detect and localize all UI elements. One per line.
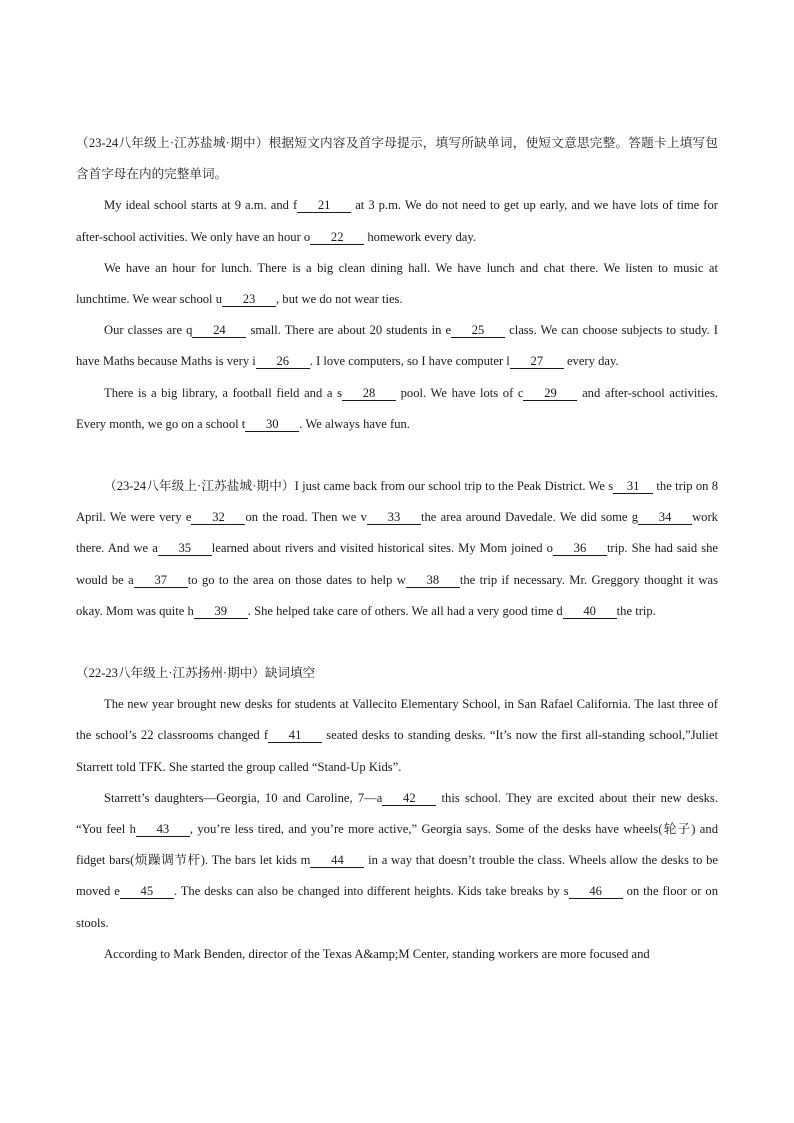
- text-run: the trip on 8 April. We were very e: [76, 479, 718, 525]
- blank-46[interactable]: 46: [569, 884, 623, 899]
- text-run: and after-school activities. Every month, we go on a school t: [76, 385, 719, 431]
- text-run: . I love computers, so I have computer l: [309, 354, 510, 369]
- text-run: , but we do not wear ties.: [276, 292, 403, 307]
- text-run: There is a big library, a football field and a s: [104, 385, 342, 400]
- text-run: the area around Davedale. We did some g: [420, 510, 639, 525]
- text-run: homework every day.: [364, 229, 477, 244]
- text-run: at 3 p.m. We do not need to get up early, and we have lots of time for after-school activities. We only have an hour o: [76, 198, 718, 244]
- blank-24[interactable]: 24: [192, 323, 246, 338]
- text-run: Starrett’s daughters—Georgia, 10 and Caroline, 7—a: [104, 790, 383, 805]
- blank-25[interactable]: 25: [451, 323, 505, 338]
- text-run: , you’re less tired, and you’re more active,” Georgia says. Some of the desks have wheels(轮子) and fidget bars(烦躁调节杆). The bars let kids m: [76, 822, 718, 868]
- worksheet-page: [76, 128, 718, 970]
- blank-28[interactable]: 28: [342, 386, 396, 401]
- passage-section-2: [76, 471, 718, 627]
- text-run: . We always have fun.: [299, 416, 410, 431]
- text-run: learned about rivers and visited historical sites. My Mom joined o: [211, 541, 553, 556]
- text-run: the trip.: [616, 603, 656, 618]
- text-run: （23-24八年级上·江苏盐城·期中）I just came back from our school trip to the Peak District. We s: [104, 479, 614, 494]
- blank-42[interactable]: 42: [382, 791, 436, 806]
- blank-29[interactable]: 29: [523, 386, 577, 401]
- blank-33[interactable]: 33: [367, 510, 421, 525]
- section-1-instructions: （23-24八年级上·江苏盐城·期中）根据短文内容及首字母提示，填写所缺单词，使短文意思完整。答题卡上填写包含首字母在内的完整单词。: [76, 136, 718, 182]
- blank-23[interactable]: 23: [222, 292, 276, 307]
- blank-35[interactable]: 35: [158, 541, 212, 556]
- blank-43[interactable]: 43: [136, 822, 190, 837]
- text-run: on the floor or on stools.: [76, 884, 718, 930]
- text-run: The new year brought new desks for students at Vallecito Elementary School, in San Rafael California. The last three of the school’s 22 classrooms changed f: [76, 697, 718, 743]
- text-run: to go to the area on those dates to help w: [187, 572, 406, 587]
- blank-44[interactable]: 44: [310, 853, 364, 868]
- blank-30[interactable]: 30: [245, 417, 299, 432]
- text-run: My ideal school starts at 9 a.m. and f: [104, 198, 298, 213]
- blank-26[interactable]: 26: [256, 354, 310, 369]
- text-run: every day.: [563, 354, 619, 369]
- section-1-paragraph-1: [76, 190, 718, 252]
- text-run: the trip if necessary. Mr. Greggory thought it was okay. Mom was quite h: [76, 572, 718, 618]
- section-2-paragraph-1: [76, 471, 718, 627]
- blank-27[interactable]: 27: [510, 354, 564, 369]
- blank-34[interactable]: 34: [638, 510, 692, 525]
- passage-section-1: [76, 128, 718, 440]
- section-1-paragraph-2: [76, 253, 718, 315]
- text-run: . She helped take care of others. We all had a very good time d: [247, 603, 563, 618]
- text-run: on the road. Then we v: [245, 510, 367, 525]
- passage-section-3: [76, 658, 718, 970]
- text-run: trip. She had said she would be a: [76, 541, 719, 587]
- blank-32[interactable]: 32: [191, 510, 245, 525]
- text-run: We have an hour for lunch. There is a big clean dining hall. We have lunch and chat there. We listen to music at lunchtime. We wear school u: [76, 260, 718, 307]
- text-run: seated desks to standing desks. “It’s now the first all-standing school,”Juliet Starrett told TFK. She started the group called “Stand-Up Kids”.: [76, 728, 719, 774]
- text-run: Our classes are q: [104, 323, 193, 338]
- text-run: . The desks can also be changed into different heights. Kids take breaks by s: [173, 884, 569, 899]
- section-3-paragraph-1: [76, 689, 718, 783]
- section-3-paragraph-2: [76, 783, 718, 939]
- section-3-instructions: （22-23八年级上·江苏扬州·期中）缺词填空: [76, 666, 316, 681]
- text-run: According to Mark Benden, director of the Texas A&amp;M Center, standing workers are more focused and: [104, 946, 650, 961]
- blank-22[interactable]: 22: [310, 230, 364, 245]
- blank-41[interactable]: 41: [268, 728, 322, 743]
- text-run: in a way that doesn’t trouble the class. Wheels allow the desks to be moved e: [76, 853, 718, 899]
- blank-31[interactable]: 31: [613, 479, 653, 494]
- blank-38[interactable]: 38: [406, 573, 460, 588]
- blank-37[interactable]: 37: [134, 573, 188, 588]
- text-run: class. We can choose subjects to study. I have Maths because Maths is very i: [76, 323, 718, 369]
- section-1-paragraph-4: [76, 378, 718, 440]
- section-3-paragraph-3: [76, 939, 718, 970]
- text-run: small. There are about 20 students in e: [246, 323, 452, 338]
- text-run: this school. They are excited about their new desks. “You feel h: [76, 790, 718, 837]
- blank-45[interactable]: 45: [120, 884, 174, 899]
- blank-39[interactable]: 39: [194, 604, 248, 619]
- blank-40[interactable]: 40: [563, 604, 617, 619]
- text-run: work there. And we a: [76, 510, 718, 556]
- blank-21[interactable]: 21: [297, 198, 351, 213]
- section-1-paragraph-3: [76, 315, 718, 377]
- blank-36[interactable]: 36: [553, 541, 607, 556]
- text-run: pool. We have lots of c: [395, 385, 524, 400]
